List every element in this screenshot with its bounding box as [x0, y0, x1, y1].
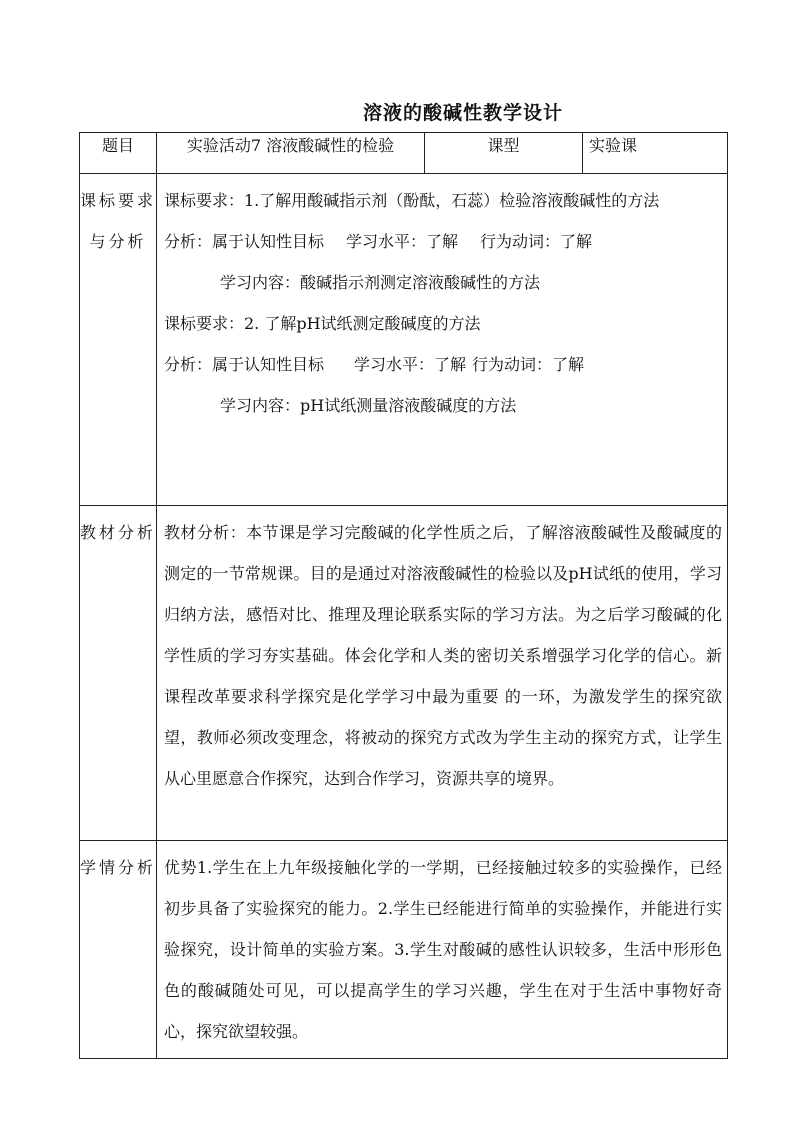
textbook-row	[80, 506, 728, 841]
analysis-1: 分析：属于认知性目标 学习水平：了解 行为动词：了解	[164, 232, 593, 251]
analysis-2: 分析：属于认知性目标 学习水平：了解 行为动词：了解	[164, 355, 585, 374]
content-1: 学习内容：酸碱指示剂测定溶液酸碱性的方法	[220, 273, 541, 292]
student-row	[80, 841, 728, 1059]
standards-label: 课标要求与分析	[80, 174, 157, 506]
standards-content	[157, 174, 728, 506]
type-value: 实验课	[583, 133, 728, 174]
student-label: 学情分析	[80, 841, 157, 1059]
topic-label: 题目	[80, 133, 157, 174]
textbook-content: 教材分析：本节课是学习完酸碱的化学性质之后，了解溶液酸碱性及酸碱度的测定的一节常规课。目的是通过对溶液酸碱性的检验以及pH试纸的使用，学习归纳方法，感悟对比、推理及理论联系实际的学习方法。为之后学习酸碱的化学性质的学习夯实基础。体会化学和人类的密切关系增强学习化学的信心。新课程改革要求科学探究是化学学习中最为重要 的一环，为激发学生的探究欲望，教师必须改变理念，将被动的探究方式改为学生主动的探究方式，让学生从心里愿意合作探究，达到合作学习，资源共享的境界。	[157, 506, 728, 841]
type-label: 课型	[425, 133, 583, 174]
content-2: 学习内容：pH试纸测量溶液酸碱度的方法	[220, 396, 517, 415]
topic-value: 实验活动7 溶液酸碱性的检验	[157, 133, 425, 174]
page-title: 溶液的酸碱性教学设计	[362, 102, 563, 124]
textbook-label: 教材分析	[80, 506, 157, 841]
student-content: 优势1.学生在上九年级接触化学的一学期，已经接触过较多的实验操作，已经初步具备了实验探究的能力。2.学生已经能进行简单的实验操作，并能进行实验探究，设计简单的实验方案。3.学生对酸碱的感性认识较多，生活中形形色色的酸碱随处可见，可以提高学生的学习兴趣，学生在对于生活中事物好奇心，探究欲望较强。	[157, 841, 728, 1059]
standards-row	[80, 174, 728, 506]
header-row	[80, 133, 728, 174]
requirement-2: 课标要求：2. 了解pH试纸测定酸碱度的方法	[164, 314, 481, 333]
requirement-1: 课标要求：1.了解用酸碱指示剂（酚酞，石蕊）检验溶液酸碱性的方法	[164, 191, 660, 210]
lesson-design-table	[79, 132, 728, 1059]
